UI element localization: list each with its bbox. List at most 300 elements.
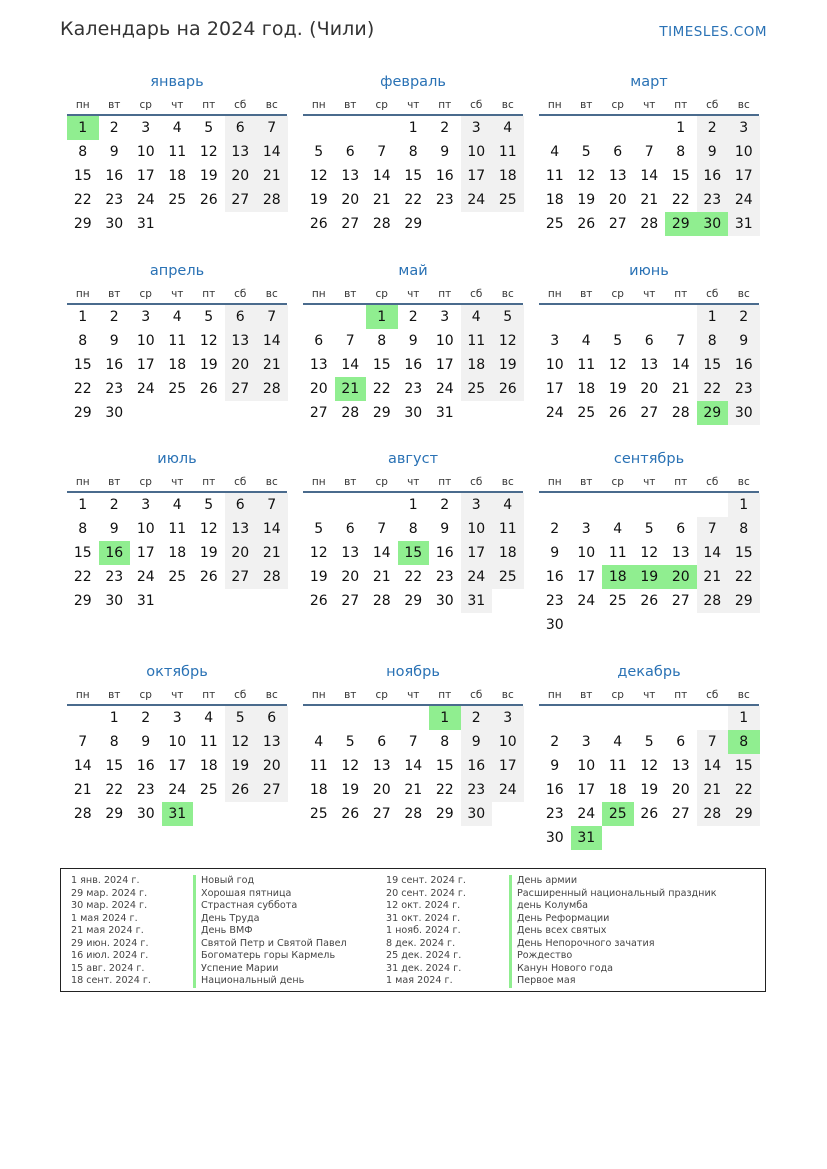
empty-cell (634, 613, 666, 637)
weekday-label: вс (265, 99, 278, 111)
day-cell: 6 (644, 333, 654, 349)
day-cell: 11 (492, 140, 524, 164)
day-cell: 17 (545, 381, 564, 397)
day-cell: 21 (697, 565, 729, 589)
day-cell: 9 (109, 521, 119, 537)
weekday-label: пт (438, 689, 452, 701)
day-cell: 31 (728, 212, 760, 236)
legend-holiday-name: Первое мая (509, 975, 716, 988)
day-cell: 24 (435, 381, 454, 397)
legend-holiday-name: День всех святых (509, 925, 716, 938)
weekday-label: вт (344, 689, 357, 701)
day-cell: 11 (168, 144, 187, 160)
day-cell: 19 (199, 545, 218, 561)
weekday-label: вс (737, 476, 750, 488)
day-cell: 27 (341, 216, 360, 232)
day-cell: 4 (550, 144, 560, 160)
day-cell: 4 (204, 710, 214, 726)
weekday-label: пт (438, 288, 452, 300)
day-cell: 13 (640, 357, 659, 373)
weekday-label: сб (234, 288, 247, 300)
weekday-label: ср (139, 99, 152, 111)
day-cell: 19 (608, 381, 627, 397)
day-cell: 23 (461, 778, 493, 802)
weekday-label: вс (737, 99, 750, 111)
weekday-label: ср (139, 476, 152, 488)
day-cell: 25 (168, 381, 187, 397)
day-cell: 14 (256, 517, 288, 541)
legend-holiday-name: Богоматерь горы Кармель (193, 950, 347, 963)
day-cell: 25 (168, 569, 187, 585)
day-cell: 11 (492, 517, 524, 541)
day-cell: 31 (435, 405, 454, 421)
weekday-label: пт (202, 689, 216, 701)
weekday-label: пт (438, 99, 452, 111)
legend-date: 25 дек. 2024 г. (386, 950, 462, 961)
day-cell: 21 (671, 381, 690, 397)
day-cell: 3 (461, 116, 493, 140)
day-cell: 16 (545, 569, 564, 585)
weekday-label: пт (202, 476, 216, 488)
day-cell: 23 (136, 782, 155, 798)
legend-dates-1 (71, 875, 151, 988)
empty-cell (461, 212, 493, 236)
day-cell: 13 (671, 758, 690, 774)
day-cell: 19 (199, 357, 218, 373)
day-cell: 31 (136, 216, 155, 232)
day-cell: 17 (136, 357, 155, 373)
empty-cell (256, 802, 288, 826)
day-cell: 21 (73, 782, 92, 798)
legend-date: 18 сент. 2024 г. (71, 975, 151, 986)
day-cell: 1 (697, 305, 729, 329)
day-cell: 2 (109, 309, 119, 325)
weekday-label: вт (580, 689, 593, 701)
day-cell: 10 (577, 758, 596, 774)
weekday-label: ср (611, 99, 624, 111)
empty-cell (366, 116, 398, 140)
day-cell: 22 (404, 192, 423, 208)
day-cell: 18 (602, 565, 634, 589)
legend-names-1 (193, 875, 347, 988)
weekday-label: ср (375, 99, 388, 111)
weekday-label: пн (75, 288, 90, 300)
day-cell: 26 (199, 569, 218, 585)
weekday-label: вт (344, 476, 357, 488)
day-cell: 27 (341, 593, 360, 609)
day-cell: 3 (550, 333, 560, 349)
day-cell: 12 (309, 545, 328, 561)
weekday-label: сб (234, 99, 247, 111)
weekday-label: ср (375, 288, 388, 300)
empty-cell (461, 401, 493, 425)
day-cell: 29 (435, 806, 454, 822)
day-cell: 15 (697, 353, 729, 377)
empty-cell (665, 613, 697, 637)
day-cell: 16 (99, 541, 131, 565)
day-cell: 19 (640, 782, 659, 798)
weekday-label: чт (643, 99, 656, 111)
day-cell: 18 (577, 381, 596, 397)
empty-cell (429, 212, 461, 236)
day-cell: 10 (492, 730, 524, 754)
day-cell: 13 (372, 758, 391, 774)
day-cell: 17 (492, 754, 524, 778)
day-cell: 23 (435, 192, 454, 208)
empty-cell (697, 493, 729, 517)
day-cell: 27 (372, 806, 391, 822)
day-cell: 18 (309, 782, 328, 798)
day-cell: 5 (492, 305, 524, 329)
day-cell: 8 (408, 521, 418, 537)
empty-cell (602, 613, 634, 637)
day-cell: 29 (73, 216, 92, 232)
empty-cell (571, 613, 603, 637)
day-cell: 13 (225, 329, 257, 353)
month-name: май (398, 263, 428, 279)
day-cell: 24 (136, 569, 155, 585)
day-cell: 15 (372, 357, 391, 373)
day-cell: 27 (671, 806, 690, 822)
empty-cell (366, 493, 398, 517)
month-7 (303, 450, 523, 613)
day-cell: 22 (73, 192, 92, 208)
day-cell: 29 (728, 802, 760, 826)
empty-cell (492, 802, 524, 826)
empty-cell (634, 706, 666, 730)
day-cell: 13 (225, 517, 257, 541)
day-cell: 15 (73, 545, 92, 561)
day-cell: 31 (461, 589, 493, 613)
day-cell: 8 (440, 734, 450, 750)
month-2 (539, 73, 759, 236)
day-cell: 27 (225, 188, 257, 212)
day-cell: 21 (256, 353, 288, 377)
day-cell: 25 (461, 377, 493, 401)
day-cell: 12 (608, 357, 627, 373)
day-cell: 18 (168, 545, 187, 561)
day-cell: 19 (634, 565, 666, 589)
weekday-label: ср (139, 689, 152, 701)
day-cell: 28 (697, 589, 729, 613)
weekday-header (67, 687, 287, 703)
day-cell: 30 (105, 216, 124, 232)
weekday-header (539, 286, 759, 302)
weekday-label: ср (375, 476, 388, 488)
day-cell: 22 (73, 569, 92, 585)
day-cell: 27 (256, 778, 288, 802)
weekday-label: вс (737, 288, 750, 300)
day-cell: 13 (225, 140, 257, 164)
weekday-label: сб (706, 689, 719, 701)
day-cell: 12 (492, 329, 524, 353)
site-link[interactable]: TIMESLES.COM (659, 24, 767, 40)
day-cell: 15 (728, 541, 760, 565)
month-name: ноябрь (386, 664, 440, 680)
day-cell: 2 (408, 309, 418, 325)
month-6 (67, 450, 287, 613)
day-cell: 6 (377, 734, 387, 750)
day-cell: 10 (168, 734, 187, 750)
day-cell: 27 (671, 593, 690, 609)
legend-dates-2 (386, 875, 466, 988)
day-cell: 16 (105, 168, 124, 184)
day-cell: 9 (440, 144, 450, 160)
day-cell: 21 (640, 192, 659, 208)
day-cell: 2 (461, 706, 493, 730)
day-cell: 17 (168, 758, 187, 774)
day-cell: 6 (314, 333, 324, 349)
weekday-label: вт (580, 476, 593, 488)
day-cell: 11 (309, 758, 328, 774)
month-name: апрель (149, 263, 205, 279)
day-cell: 18 (492, 164, 524, 188)
day-cell: 21 (372, 569, 391, 585)
day-grid (539, 305, 759, 425)
day-cell: 20 (671, 782, 690, 798)
empty-cell (256, 212, 288, 236)
day-cell: 8 (697, 329, 729, 353)
day-cell: 2 (109, 120, 119, 136)
day-cell: 30 (728, 401, 760, 425)
day-cell: 28 (697, 802, 729, 826)
empty-cell (225, 401, 257, 425)
weekday-label: сб (470, 689, 483, 701)
day-cell: 9 (109, 333, 119, 349)
weekday-label: пн (75, 99, 90, 111)
day-cell: 9 (697, 140, 729, 164)
weekday-label: пт (674, 99, 688, 111)
day-cell: 5 (314, 144, 324, 160)
empty-cell (256, 589, 288, 613)
day-cell: 14 (256, 329, 288, 353)
legend-date: 15 авг. 2024 г. (71, 962, 145, 974)
day-cell: 21 (335, 377, 367, 401)
day-cell: 15 (73, 168, 92, 184)
weekday-label: сб (470, 99, 483, 111)
day-cell: 3 (461, 493, 493, 517)
empty-cell (571, 116, 603, 140)
empty-cell (602, 116, 634, 140)
day-cell: 2 (440, 497, 450, 513)
legend-date: 29 июн. 2024 г. (71, 937, 149, 949)
weekday-label: пт (202, 288, 216, 300)
day-grid (303, 305, 523, 425)
day-cell: 5 (581, 144, 591, 160)
month-0 (67, 73, 287, 236)
weekday-label: пт (674, 288, 688, 300)
day-cell: 25 (602, 802, 634, 826)
day-cell: 8 (78, 521, 88, 537)
empty-cell (602, 305, 634, 329)
day-cell: 26 (309, 593, 328, 609)
day-cell: 12 (577, 168, 596, 184)
weekday-label: чт (643, 288, 656, 300)
legend-date: 1 янв. 2024 г. (71, 875, 140, 886)
day-cell: 12 (341, 758, 360, 774)
weekday-label: чт (171, 476, 184, 488)
month-name: январь (150, 74, 204, 90)
day-cell: 17 (577, 569, 596, 585)
day-cell: 18 (545, 192, 564, 208)
weekday-label: пн (311, 689, 326, 701)
day-cell: 5 (225, 706, 257, 730)
day-cell: 14 (341, 357, 360, 373)
legend-holiday-name: Страстная суббота (193, 900, 347, 913)
day-cell: 4 (172, 309, 182, 325)
day-cell: 1 (676, 120, 686, 136)
empty-cell (303, 706, 335, 730)
empty-cell (225, 212, 257, 236)
day-cell: 20 (225, 541, 257, 565)
day-cell: 1 (67, 116, 99, 140)
day-cell: 6 (225, 116, 257, 140)
day-cell: 10 (577, 545, 596, 561)
day-cell: 21 (256, 541, 288, 565)
day-cell: 11 (608, 545, 627, 561)
day-cell: 5 (204, 497, 214, 513)
day-cell: 4 (581, 333, 591, 349)
day-cell: 19 (577, 192, 596, 208)
day-cell: 25 (545, 216, 564, 232)
day-cell: 8 (728, 730, 760, 754)
empty-cell (193, 589, 225, 613)
day-cell: 20 (341, 192, 360, 208)
day-cell: 24 (577, 593, 596, 609)
month-1 (303, 73, 523, 236)
empty-cell (665, 826, 697, 850)
empty-cell (193, 802, 225, 826)
empty-cell (602, 826, 634, 850)
empty-cell (571, 305, 603, 329)
legend-date: 19 сент. 2024 г. (386, 875, 466, 886)
day-cell: 30 (404, 405, 423, 421)
day-cell: 6 (225, 305, 257, 329)
holiday-legend (60, 868, 766, 992)
day-cell: 7 (256, 493, 288, 517)
weekday-label: сб (470, 476, 483, 488)
legend-date: 1 мая 2024 г. (71, 912, 138, 924)
day-cell: 20 (309, 381, 328, 397)
day-cell: 5 (644, 521, 654, 537)
day-cell: 13 (671, 545, 690, 561)
empty-cell (335, 493, 367, 517)
weekday-label: ср (139, 288, 152, 300)
empty-cell (571, 493, 603, 517)
weekday-label: сб (706, 476, 719, 488)
day-cell: 22 (728, 778, 760, 802)
day-cell: 19 (309, 569, 328, 585)
day-cell: 14 (671, 357, 690, 373)
day-cell: 8 (408, 144, 418, 160)
day-cell: 8 (109, 734, 119, 750)
day-cell: 12 (199, 333, 218, 349)
weekday-label: пн (311, 288, 326, 300)
day-cell: 1 (728, 493, 760, 517)
day-cell: 27 (225, 377, 257, 401)
month-10 (303, 663, 523, 826)
day-cell: 21 (404, 782, 423, 798)
weekday-label: чт (407, 99, 420, 111)
day-cell: 30 (697, 212, 729, 236)
empty-cell (303, 305, 335, 329)
day-cell: 15 (728, 754, 760, 778)
legend-holiday-name: День ВМФ (193, 925, 347, 938)
day-grid (539, 493, 759, 637)
day-cell: 9 (109, 144, 119, 160)
day-cell: 2 (141, 710, 151, 726)
weekday-label: сб (234, 689, 247, 701)
day-cell: 10 (136, 333, 155, 349)
day-cell: 23 (435, 569, 454, 585)
day-cell: 24 (545, 405, 564, 421)
legend-date: 31 окт. 2024 г. (386, 912, 461, 924)
day-cell: 5 (204, 120, 214, 136)
day-cell: 16 (545, 782, 564, 798)
legend-holiday-name: Расширенный национальный праздник (509, 888, 716, 901)
day-cell: 27 (640, 405, 659, 421)
weekday-label: ср (611, 288, 624, 300)
day-cell: 29 (73, 593, 92, 609)
day-cell: 4 (172, 497, 182, 513)
day-cell: 20 (256, 754, 288, 778)
weekday-label: вт (344, 99, 357, 111)
month-11 (539, 663, 759, 850)
weekday-label: пт (438, 476, 452, 488)
weekday-label: чт (171, 689, 184, 701)
day-cell: 17 (136, 545, 155, 561)
empty-cell (665, 706, 697, 730)
day-cell: 28 (372, 216, 391, 232)
day-cell: 26 (199, 381, 218, 397)
day-cell: 23 (404, 381, 423, 397)
day-cell: 16 (697, 164, 729, 188)
day-cell: 18 (199, 758, 218, 774)
day-cell: 29 (404, 593, 423, 609)
weekday-header (539, 687, 759, 703)
day-cell: 9 (440, 521, 450, 537)
day-cell: 20 (372, 782, 391, 798)
day-cell: 28 (372, 593, 391, 609)
day-cell: 30 (435, 593, 454, 609)
day-cell: 24 (577, 806, 596, 822)
day-cell: 30 (105, 593, 124, 609)
month-8 (539, 450, 759, 637)
day-cell: 8 (78, 144, 88, 160)
day-cell: 1 (728, 706, 760, 730)
empty-cell (492, 589, 524, 613)
day-cell: 4 (461, 305, 493, 329)
weekday-header (303, 97, 523, 113)
day-grid (67, 116, 287, 236)
day-cell: 10 (545, 357, 564, 373)
empty-cell (728, 826, 760, 850)
day-cell: 26 (608, 405, 627, 421)
day-cell: 5 (314, 521, 324, 537)
day-cell: 7 (345, 333, 355, 349)
day-cell: 23 (697, 188, 729, 212)
day-cell: 14 (697, 541, 729, 565)
legend-holiday-name: Новый год (193, 875, 347, 888)
day-cell: 24 (136, 192, 155, 208)
legend-holiday-name: день Колумба (509, 900, 716, 913)
day-cell: 10 (136, 144, 155, 160)
day-cell: 18 (168, 357, 187, 373)
weekday-label: вт (344, 288, 357, 300)
weekday-header (67, 286, 287, 302)
empty-cell (303, 116, 335, 140)
empty-cell (697, 826, 729, 850)
